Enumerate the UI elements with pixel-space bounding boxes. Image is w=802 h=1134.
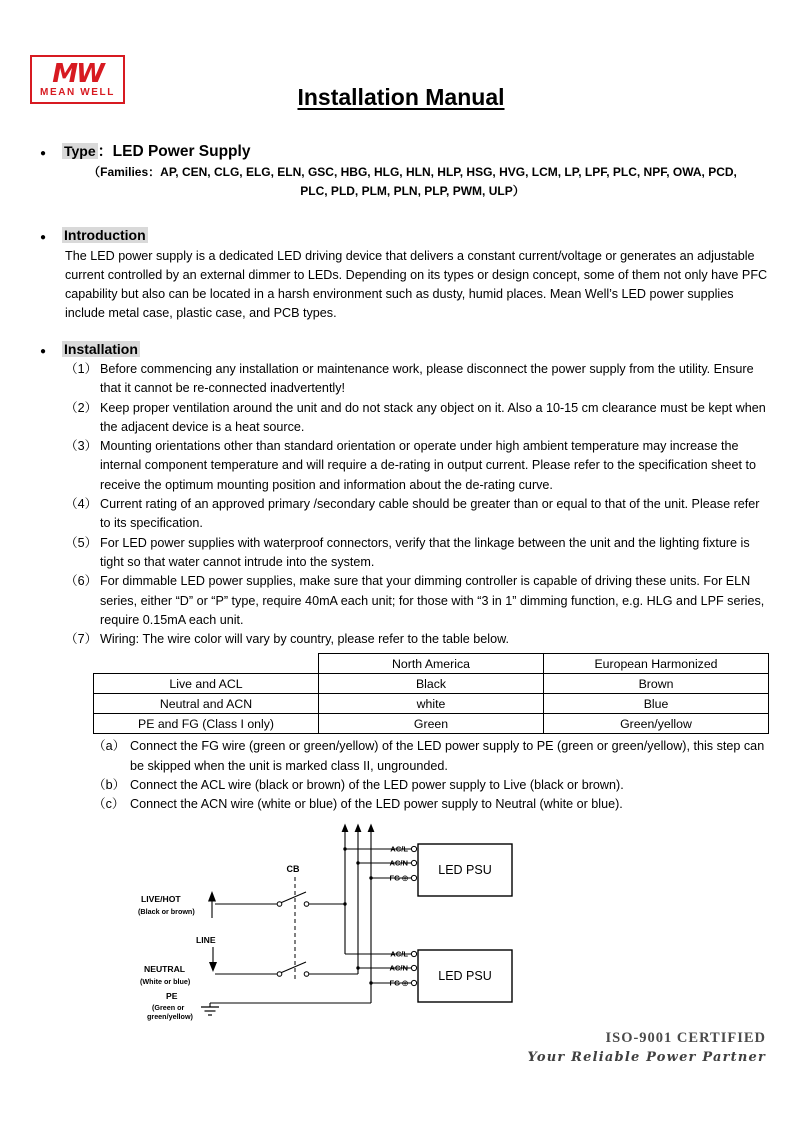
logo-brand-name: MEAN WELL	[40, 87, 115, 98]
type-section	[32, 140, 770, 201]
acn-label-top: AC/N	[389, 858, 408, 868]
installation-section	[32, 341, 770, 1036]
item-number: （6）	[65, 574, 98, 589]
item-text: Mounting orientations other than standard orientation or operate under high ambient temperature may increase the internal component temperature and will require a de-rating in output current. Please refer to the specification sheet to receive the optimum mounting position and information about the de-rating curve.	[100, 439, 756, 492]
table-cell: Live and ACL	[94, 674, 319, 694]
earth-ground-icon	[201, 1007, 219, 1015]
wire-color-table	[93, 653, 769, 734]
acl-label-bottom: AC/L	[390, 949, 408, 959]
type-colon: ：	[97, 143, 113, 160]
type-label: Type	[64, 143, 96, 159]
step-text: Connect the ACL wire (black or brown) of the LED power supply to Live (black or brown).	[130, 778, 624, 793]
introduction-paragraph: The LED power supply is a dedicated LED driving device that delivers a constant current/voltage or generates an adjustable current controlled by an external dimmer to LEDs. Depending on its types or design concept, some of them not only have PFC capability but also can be located in a harsh environment such as dusty, humid places. Mean Well’s LED power supplies include metal case, plastic case, and PCB types.	[65, 249, 768, 320]
table-cell: Green/yellow	[544, 714, 769, 734]
fg-label-top: FG	[389, 873, 400, 883]
item-number: （7）	[65, 632, 98, 647]
install-item-6	[65, 572, 770, 630]
pe-sublabel-2: green/yellow)	[147, 1011, 193, 1021]
table-header-north-america: North America	[319, 654, 544, 674]
table-header-european-harmonized: European Harmonized	[544, 654, 769, 674]
step-number: （c）	[93, 797, 125, 812]
logo-mw-mark: MW	[52, 59, 103, 89]
item-text: Before commencing any installation or maintenance work, please disconnect the power supply from the utility. Ensure that it cannot be re-connected inadvertently!	[100, 362, 754, 396]
table-row	[94, 714, 769, 734]
step-text: Connect the FG wire (green or green/yellow) of the LED power supply to PE (green or green/yellow), this step can be skipped when the unit is marked class II, ungrounded.	[130, 739, 765, 773]
bus-arrowhead-icons	[342, 823, 375, 832]
document-body	[0, 140, 802, 1036]
terminal-circle-icons	[411, 846, 416, 985]
cb-label: CB	[286, 863, 300, 874]
bullet-icon: ●	[40, 346, 47, 357]
table-cell: Black	[319, 674, 544, 694]
installation-heading-row	[40, 341, 770, 357]
step-b	[93, 776, 770, 795]
psu-label-bottom: LED PSU	[438, 968, 492, 983]
bus-lines	[345, 830, 371, 1003]
acl-label-top: AC/L	[390, 844, 408, 854]
neutral-label: NEUTRAL	[144, 963, 186, 974]
wiring-steps	[32, 737, 770, 814]
wiring-diagram	[130, 821, 560, 1036]
install-item-5	[65, 534, 770, 573]
item-number: （3）	[65, 439, 98, 454]
install-item-3	[65, 437, 770, 495]
live-hot-sublabel: (Black or brown)	[138, 906, 195, 916]
psu-label-top: LED PSU	[438, 862, 492, 877]
pe-label: PE	[166, 990, 178, 1001]
families-list: （Families：AP, CEN, CLG, ELG, ELN, GSC, HBG, HLG, HLN, HLP, HSG, HVG, LCM, LP, LPF, PLC, NPF, OWA, PCD, PLC, PLD, PLM, PLN, PLP, PWM, ULP）	[88, 165, 737, 198]
table-cell: Brown	[544, 674, 769, 694]
acn-label-bottom: AC/N	[389, 963, 408, 973]
type-heading-row	[40, 140, 770, 161]
table-header-row	[94, 654, 769, 674]
installation-heading: Installation	[64, 341, 138, 357]
item-number: （1）	[65, 362, 98, 376]
item-number: （5）	[65, 535, 98, 550]
item-text: Current rating of an approved primary /secondary cable should be greater than or equal to that of the unit. Please refer to its specification.	[100, 497, 760, 531]
table-cell: PE and FG (Class I only)	[94, 714, 319, 734]
item-text: For dimmable LED power supplies, make sure that your dimming controller is capable of driving these units. For ELN series, either “D” or “P” type, require 40mA each unit; for those with “3 in 1” dimming function, e.g. HLG and LPF series, require 0.15mA each unit.	[100, 574, 765, 627]
earth-plus-icon: ⊕	[401, 872, 409, 883]
neutral-sublabel: (White or blue)	[140, 976, 191, 986]
installation-items	[32, 360, 770, 649]
table-row	[94, 674, 769, 694]
table-cell: Neutral and ACN	[94, 694, 319, 714]
step-a	[93, 737, 770, 776]
fg-label-bottom: FG	[389, 978, 400, 988]
item-text: For LED power supplies with waterproof connectors, verify that the linkage between the unit and the lighting fixture is tight so that water cannot intrude into the system.	[100, 535, 750, 569]
item-text: Keep proper ventilation around the unit and do not stack any object on it. Also a 10-15 cm clearance must be kept when the adjacent device is a heat source.	[100, 400, 766, 434]
page-title: Installation Manual	[297, 84, 505, 110]
install-item-2	[65, 399, 770, 438]
table-corner-cell	[94, 654, 319, 674]
step-number: （b）	[93, 778, 126, 793]
pe-sublabel-1: (Green or	[152, 1002, 185, 1012]
table-row	[94, 694, 769, 714]
earth-plus-icon: ⊕	[401, 977, 409, 988]
install-item-7	[65, 630, 770, 649]
install-item-4	[65, 495, 770, 534]
breaker-switch-icons	[277, 892, 309, 976]
live-hot-label: LIVE/HOT	[141, 893, 181, 904]
introduction-section	[32, 227, 770, 323]
slogan-text: Your Reliable Power Partner	[527, 1050, 766, 1065]
bullet-icon: ●	[40, 148, 47, 159]
introduction-heading-row	[40, 227, 770, 243]
line-label: LINE	[196, 934, 216, 945]
branch-wires	[210, 849, 411, 1007]
table-cell: Blue	[544, 694, 769, 714]
header	[0, 0, 802, 132]
item-number: （4）	[65, 497, 98, 512]
step-text: Connect the ACN wire (white or blue) of the LED power supply to Neutral (white or blue).	[130, 797, 623, 812]
step-number: （a）	[93, 739, 126, 754]
table-cell: white	[319, 694, 544, 714]
footer	[528, 1030, 766, 1065]
step-c	[93, 795, 770, 814]
bullet-icon: ●	[40, 232, 47, 243]
item-text: Wiring: The wire color will vary by country, please refer to the table below.	[100, 632, 510, 647]
introduction-heading: Introduction	[64, 227, 146, 243]
item-number: （2）	[65, 400, 98, 415]
iso-certified-text: ISO-9001 CERTIFIED	[605, 1030, 766, 1046]
type-value: LED Power Supply	[112, 143, 251, 160]
table-cell: Green	[319, 714, 544, 734]
install-item-1	[65, 360, 770, 399]
